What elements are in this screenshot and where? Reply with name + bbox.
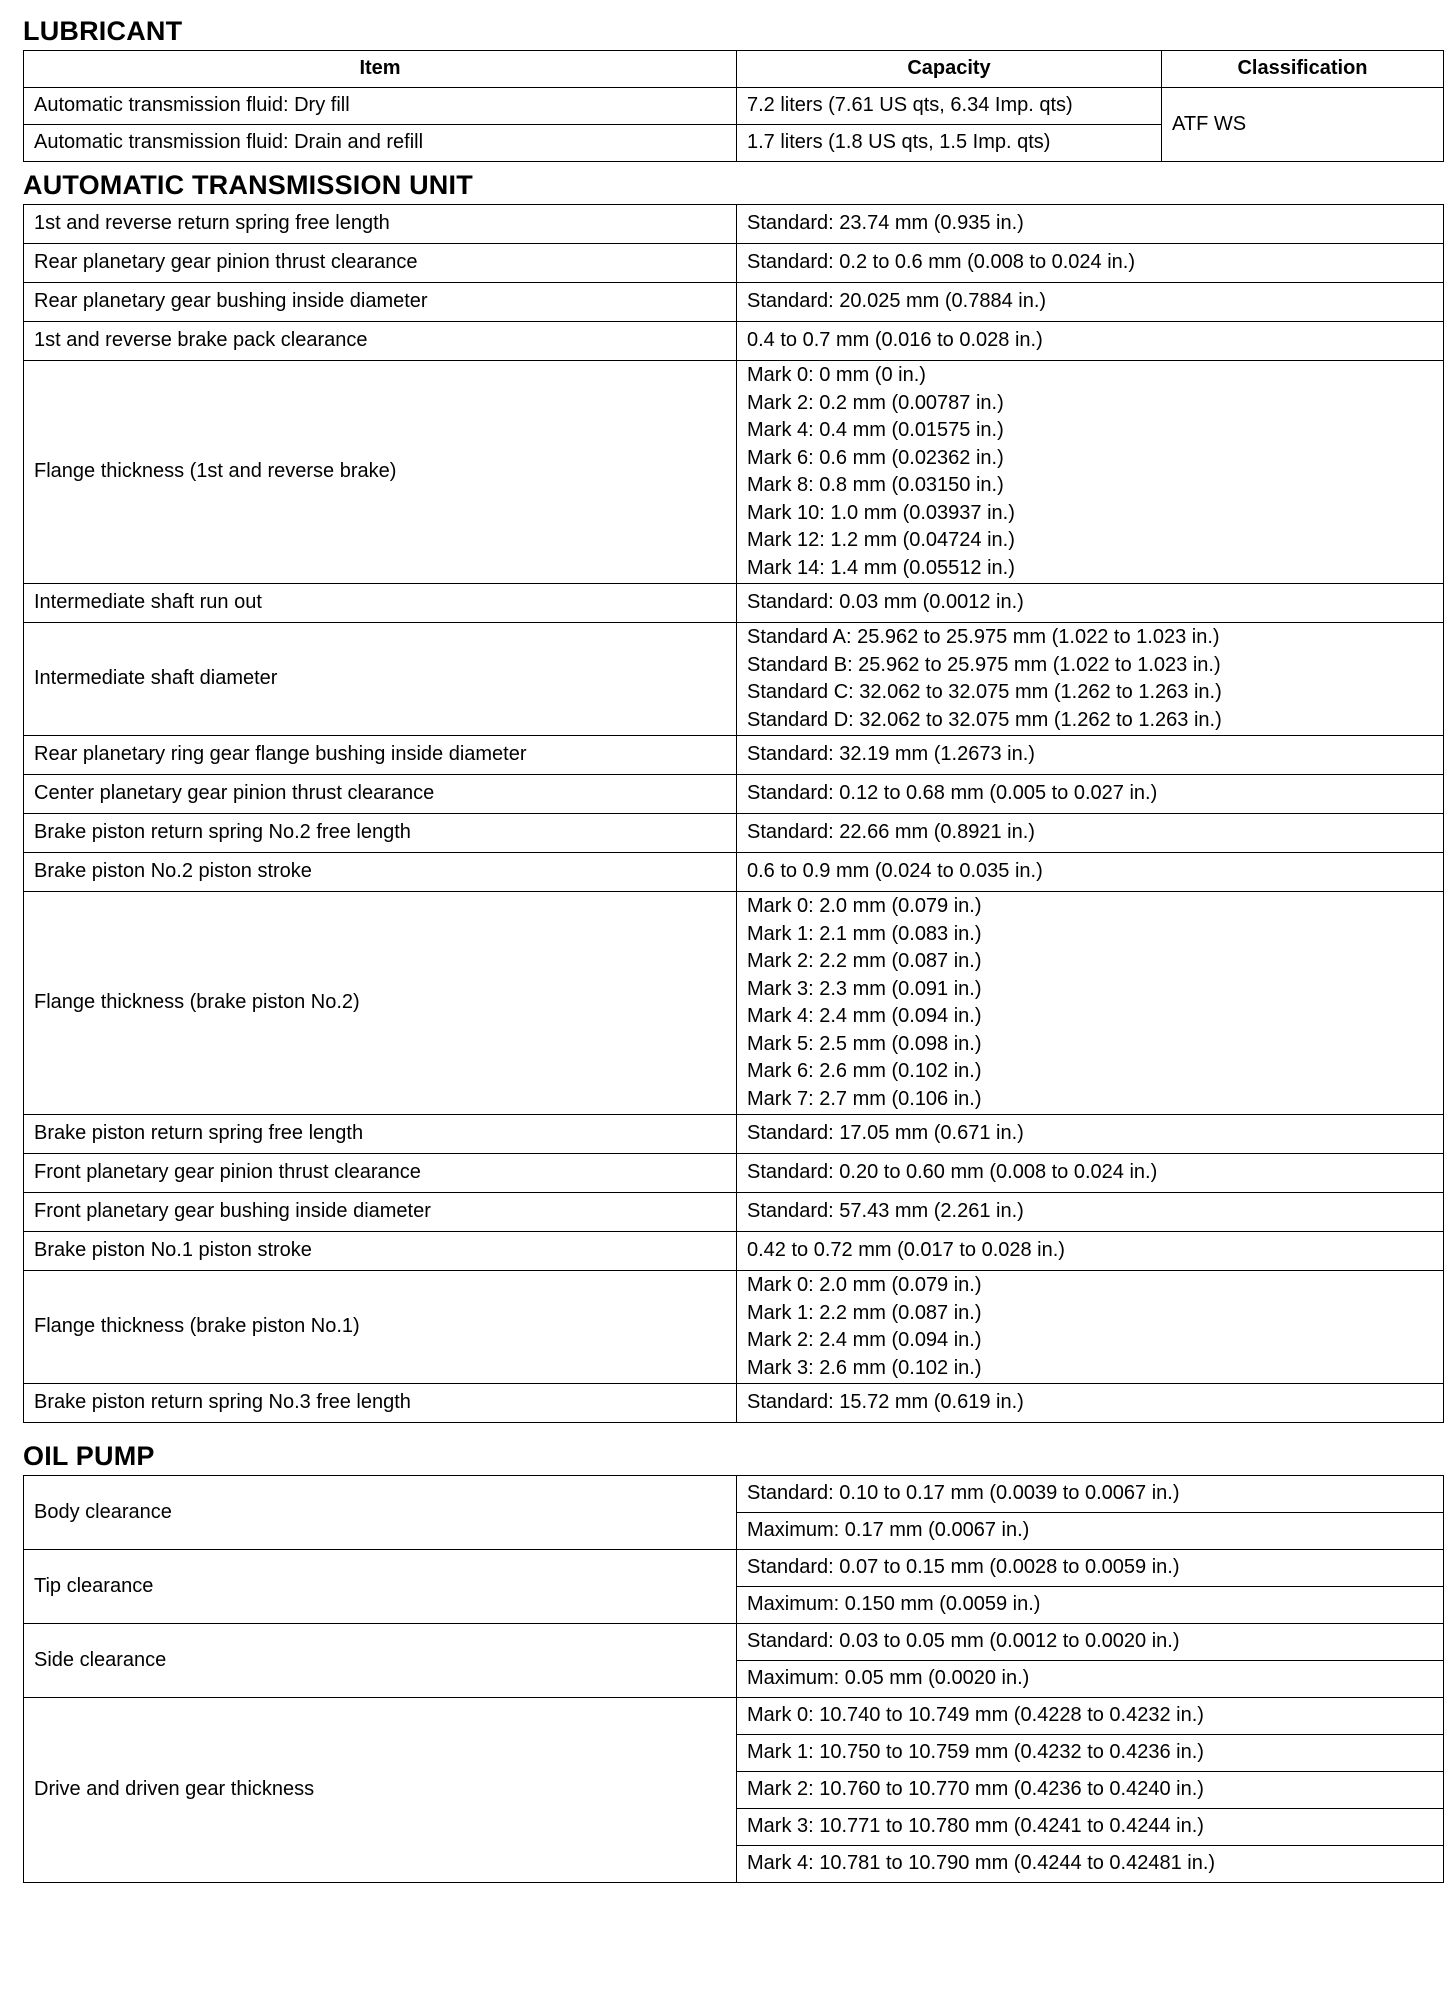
spec-value <box>737 1115 1444 1154</box>
lubricant-classification: ATF WS <box>1162 88 1444 162</box>
spec-value <box>737 1271 1444 1384</box>
spec-value <box>737 853 1444 892</box>
spec-value-line: Standard A: 25.962 to 25.975 mm (1.022 to 1.023 in.) <box>747 626 1220 648</box>
spec-label: Flange thickness (brake piston No.1) <box>24 1271 737 1384</box>
spec-label: Center planetary gear pinion thrust clearance <box>24 775 737 814</box>
spec-value <box>737 1154 1444 1193</box>
spec-label: Body clearance <box>24 1476 737 1550</box>
table-row <box>24 623 1444 736</box>
spec-value <box>737 775 1444 814</box>
spec-label: 1st and reverse brake pack clearance <box>24 322 737 361</box>
spec-label: Drive and driven gear thickness <box>24 1698 737 1883</box>
lubricant-title: LUBRICANT <box>23 16 183 46</box>
spec-label: Side clearance <box>24 1624 737 1698</box>
spec-value <box>737 1232 1444 1271</box>
spec-value: Standard: 0.10 to 0.17 mm (0.0039 to 0.0067 in.) <box>737 1476 1444 1513</box>
spec-value-line: Mark 0: 2.0 mm (0.079 in.) <box>747 895 982 917</box>
table-row <box>24 88 1444 125</box>
spec-value-line: Standard: 17.05 mm (0.671 in.) <box>747 1122 1024 1145</box>
spec-value-line: Mark 4: 2.4 mm (0.094 in.) <box>747 1005 982 1027</box>
spec-label: Front planetary gear pinion thrust clearance <box>24 1154 737 1193</box>
spec-label: Rear planetary gear pinion thrust clearance <box>24 244 737 283</box>
table-row <box>24 814 1444 853</box>
spec-value-line: Mark 10: 1.0 mm (0.03937 in.) <box>747 501 1015 524</box>
table-row <box>24 1154 1444 1193</box>
table-row <box>24 244 1444 283</box>
spec-value: Mark 3: 10.771 to 10.780 mm (0.4241 to 0.4244 in.) <box>737 1809 1444 1846</box>
spec-value <box>737 736 1444 775</box>
spec-value-line: Standard: 57.43 mm (2.261 in.) <box>747 1200 1024 1223</box>
spec-value-line: Standard B: 25.962 to 25.975 mm (1.022 to 1.023 in.) <box>747 653 1221 676</box>
spec-value-line: Standard: 22.66 mm (0.8921 in.) <box>747 821 1035 844</box>
lubricant-table <box>23 50 1444 162</box>
spec-value <box>737 814 1444 853</box>
table-row <box>24 736 1444 775</box>
spec-label: 1st and reverse return spring free length <box>24 205 737 244</box>
spec-value <box>737 1193 1444 1232</box>
table-row <box>24 283 1444 322</box>
spec-value-line: Mark 6: 0.6 mm (0.02362 in.) <box>747 446 1004 469</box>
spec-label: Intermediate shaft diameter <box>24 623 737 736</box>
lubricant-capacity: 7.2 liters (7.61 US qts, 6.34 Imp. qts) <box>737 88 1162 125</box>
spec-value-line: 0.42 to 0.72 mm (0.017 to 0.028 in.) <box>747 1239 1065 1262</box>
table-row <box>24 775 1444 814</box>
spec-value-line: Standard: 23.74 mm (0.935 in.) <box>747 212 1024 235</box>
spec-value-line: Standard D: 32.062 to 32.075 mm (1.262 to 1.263 in.) <box>747 708 1222 731</box>
table-row <box>24 1384 1444 1423</box>
table-row <box>24 1476 1444 1513</box>
spec-label: Tip clearance <box>24 1550 737 1624</box>
spec-value-line: Mark 2: 2.4 mm (0.094 in.) <box>747 1329 982 1351</box>
spec-value-line: Mark 2: 2.2 mm (0.087 in.) <box>747 950 982 972</box>
table-row <box>24 1624 1444 1661</box>
spec-label: Brake piston return spring No.2 free length <box>24 814 737 853</box>
spec-value: Maximum: 0.17 mm (0.0067 in.) <box>737 1513 1444 1550</box>
spec-page <box>23 12 1443 1883</box>
table-row <box>24 1550 1444 1587</box>
spec-value <box>737 322 1444 361</box>
spec-value: Mark 0: 10.740 to 10.749 mm (0.4228 to 0.4232 in.) <box>737 1698 1444 1735</box>
spec-value-line: Standard: 0.2 to 0.6 mm (0.008 to 0.024 in.) <box>747 251 1136 274</box>
spec-label: Rear planetary gear bushing inside diameter <box>24 283 737 322</box>
spec-value-line: Standard: 0.12 to 0.68 mm (0.005 to 0.027 in.) <box>747 782 1158 805</box>
spec-label: Intermediate shaft run out <box>24 584 737 623</box>
spec-value <box>737 584 1444 623</box>
atu-table <box>23 204 1444 1423</box>
table-row <box>24 322 1444 361</box>
spec-value-line: Mark 1: 2.1 mm (0.083 in.) <box>747 922 982 945</box>
spec-value-line: Standard: 15.72 mm (0.619 in.) <box>747 1391 1024 1414</box>
spec-value-line: Mark 4: 0.4 mm (0.01575 in.) <box>747 419 1004 441</box>
table-row <box>24 584 1444 623</box>
table-row <box>24 205 1444 244</box>
spec-value-line: 0.4 to 0.7 mm (0.016 to 0.028 in.) <box>747 329 1043 352</box>
table-row <box>24 1193 1444 1232</box>
spec-label: Flange thickness (1st and reverse brake) <box>24 361 737 584</box>
table-row <box>24 1115 1444 1154</box>
spec-value-line: Mark 1: 2.2 mm (0.087 in.) <box>747 1301 982 1324</box>
header-classification: Classification <box>1162 51 1444 88</box>
spec-value <box>737 205 1444 244</box>
table-row <box>24 1232 1444 1271</box>
spec-label: Brake piston return spring free length <box>24 1115 737 1154</box>
spec-value-line: Mark 8: 0.8 mm (0.03150 in.) <box>747 474 1004 496</box>
oil-pump-title: OIL PUMP <box>23 1441 155 1471</box>
spec-value-line: Mark 12: 1.2 mm (0.04724 in.) <box>747 529 1015 551</box>
spec-value-line: Standard: 32.19 mm (1.2673 in.) <box>747 743 1035 766</box>
spec-label: Rear planetary ring gear flange bushing inside diameter <box>24 736 737 775</box>
spec-value: Mark 1: 10.750 to 10.759 mm (0.4232 to 0.4236 in.) <box>737 1735 1444 1772</box>
lubricant-capacity: 1.7 liters (1.8 US qts, 1.5 Imp. qts) <box>737 125 1162 162</box>
spec-value-line: Standard: 0.20 to 0.60 mm (0.008 to 0.024 in.) <box>747 1161 1158 1184</box>
spec-value-line: Standard: 20.025 mm (0.7884 in.) <box>747 290 1047 313</box>
spec-value: Mark 2: 10.760 to 10.770 mm (0.4236 to 0.4240 in.) <box>737 1772 1444 1809</box>
spec-value-line: Mark 6: 2.6 mm (0.102 in.) <box>747 1060 982 1082</box>
spec-value <box>737 244 1444 283</box>
spec-value <box>737 361 1444 584</box>
lubricant-item: Automatic transmission fluid: Dry fill <box>24 88 737 125</box>
spec-value <box>737 892 1444 1115</box>
lubricant-header-row <box>24 51 1444 88</box>
table-row <box>24 892 1444 1115</box>
spec-value-line: Mark 14: 1.4 mm (0.05512 in.) <box>747 556 1015 579</box>
spec-value-line: Standard C: 32.062 to 32.075 mm (1.262 to 1.263 in.) <box>747 681 1222 703</box>
table-row <box>24 853 1444 892</box>
spec-value <box>737 623 1444 736</box>
spec-value <box>737 1384 1444 1423</box>
spec-value <box>737 283 1444 322</box>
spec-value-line: Mark 0: 0 mm (0 in.) <box>747 364 926 386</box>
table-row <box>24 1698 1444 1735</box>
spec-value: Maximum: 0.150 mm (0.0059 in.) <box>737 1587 1444 1624</box>
spec-value: Mark 4: 10.781 to 10.790 mm (0.4244 to 0.42481 in.) <box>737 1846 1444 1883</box>
spec-value-line: Mark 3: 2.3 mm (0.091 in.) <box>747 977 982 1000</box>
spec-label: Brake piston return spring No.3 free length <box>24 1384 737 1423</box>
spec-value: Maximum: 0.05 mm (0.0020 in.) <box>737 1661 1444 1698</box>
spec-label: Brake piston No.2 piston stroke <box>24 853 737 892</box>
spec-value-line: 0.6 to 0.9 mm (0.024 to 0.035 in.) <box>747 860 1043 883</box>
spec-value: Standard: 0.03 to 0.05 mm (0.0012 to 0.0020 in.) <box>737 1624 1444 1661</box>
spec-value-line: Mark 2: 0.2 mm (0.00787 in.) <box>747 391 1004 414</box>
spec-value: Standard: 0.07 to 0.15 mm (0.0028 to 0.0059 in.) <box>737 1550 1444 1587</box>
spec-label: Front planetary gear bushing inside diameter <box>24 1193 737 1232</box>
spec-value-line: Mark 7: 2.7 mm (0.106 in.) <box>747 1087 982 1110</box>
spec-label: Flange thickness (brake piston No.2) <box>24 892 737 1115</box>
spec-value-line: Mark 0: 2.0 mm (0.079 in.) <box>747 1274 982 1296</box>
spec-value-line: Mark 5: 2.5 mm (0.098 in.) <box>747 1032 982 1055</box>
spec-value-line: Mark 3: 2.6 mm (0.102 in.) <box>747 1356 982 1379</box>
header-item: Item <box>24 51 737 88</box>
header-capacity: Capacity <box>737 51 1162 88</box>
spec-label: Brake piston No.1 piston stroke <box>24 1232 737 1271</box>
table-row <box>24 361 1444 584</box>
atu-title: AUTOMATIC TRANSMISSION UNIT <box>23 170 473 200</box>
spec-value-line: Standard: 0.03 mm (0.0012 in.) <box>747 591 1024 614</box>
lubricant-item: Automatic transmission fluid: Drain and refill <box>24 125 737 162</box>
oil-pump-table <box>23 1475 1444 1883</box>
table-row <box>24 1271 1444 1384</box>
